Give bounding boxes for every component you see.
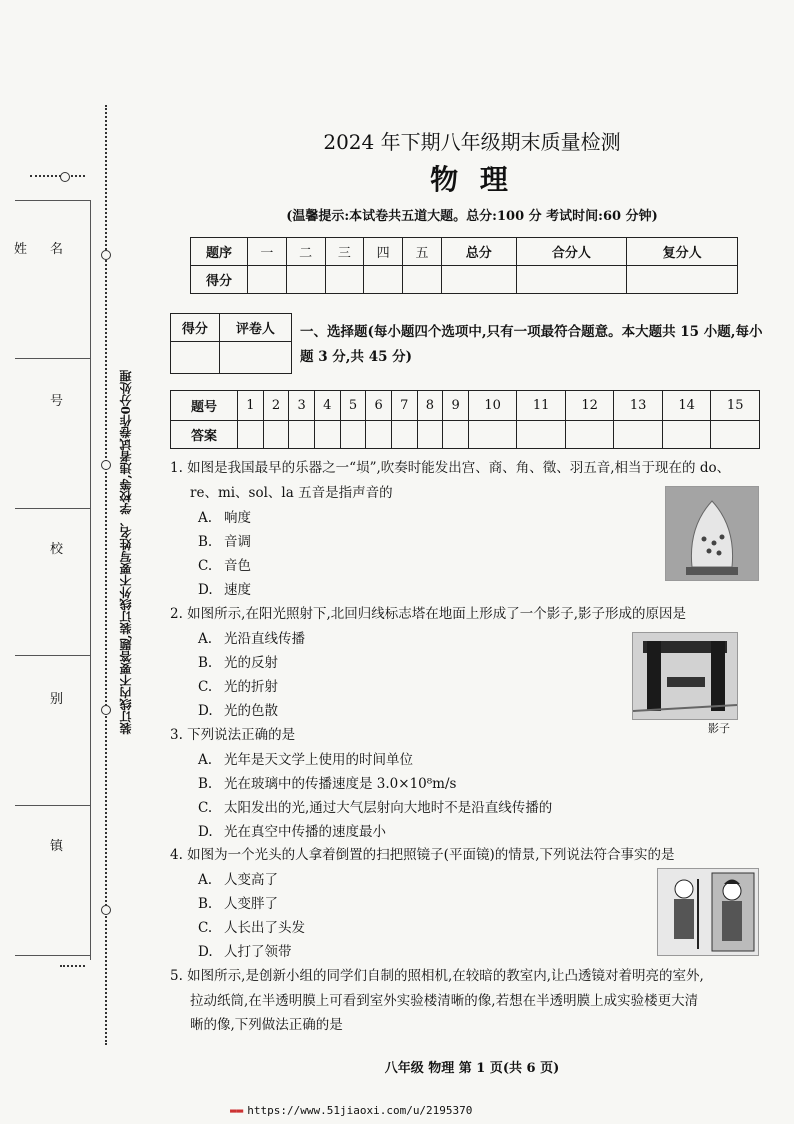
answer-table <box>170 390 760 449</box>
score-table-header: 四 <box>364 238 403 266</box>
strip-divider <box>15 805 90 806</box>
question-1-option-d[interactable]: D. 速度 <box>198 582 251 598</box>
answer-number: 11 <box>517 391 566 421</box>
strip-divider <box>15 655 90 656</box>
binding-hole-icon <box>101 250 111 260</box>
question-3-option-c[interactable]: C. 太阳发出的光,通过大气层射向大地时不是沿直线传播的 <box>198 800 553 816</box>
question-4-stem: 4. 如图为一个光头的人拿着倒置的扫把照镜子(平面镜)的情景,下列说法符合事实的是 <box>170 847 675 863</box>
score-cell[interactable] <box>364 266 403 294</box>
grader-box <box>170 313 292 374</box>
answer-cell[interactable] <box>289 421 315 449</box>
answer-cell[interactable] <box>366 421 392 449</box>
strip-border <box>90 200 91 960</box>
grader-score-label: 得分 <box>171 314 220 342</box>
answer-number: 7 <box>391 391 417 421</box>
answer-number: 15 <box>711 391 760 421</box>
question-4-option-d[interactable]: D. 人打了领带 <box>198 944 292 960</box>
score-cell[interactable] <box>248 266 287 294</box>
strip-divider <box>15 955 90 956</box>
answer-cell[interactable] <box>565 421 614 449</box>
watermark-icon: ▬▬ <box>230 1104 244 1117</box>
answer-cell[interactable] <box>417 421 443 449</box>
score-cell[interactable] <box>325 266 364 294</box>
binding-hole-icon <box>101 705 111 715</box>
score-cell[interactable] <box>286 266 325 294</box>
score-table <box>190 237 738 294</box>
shadow-label: 影子 <box>708 722 730 735</box>
subject-title: 物 理 <box>430 163 514 196</box>
question-2-option-d[interactable]: D. 光的色散 <box>198 703 278 719</box>
tower-shadow-icon <box>633 633 737 719</box>
answer-number: 14 <box>662 391 711 421</box>
score-cell[interactable] <box>403 266 442 294</box>
score-cell[interactable] <box>516 266 627 294</box>
question-2-stem: 2. 如图所示,在阳光照射下,北回归线标志塔在地面上形成了一个影子,影子形成的原因是 <box>170 606 687 622</box>
score-table-header: 复分人 <box>627 238 738 266</box>
strip-label-town: 镇 <box>50 839 64 854</box>
answer-cell[interactable] <box>443 421 469 449</box>
answer-number: 3 <box>289 391 315 421</box>
source-url: ▬▬ https://www.51jiaoxi.com/u/2195370 <box>230 1104 473 1117</box>
answer-number: 12 <box>565 391 614 421</box>
xun-instrument-icon <box>666 487 758 580</box>
binding-hole-icon <box>101 905 111 915</box>
answer-cell[interactable] <box>614 421 663 449</box>
strip-divider <box>15 200 90 201</box>
score-table-header: 二 <box>286 238 325 266</box>
question-3-option-d[interactable]: D. 光在真空中传播的速度最小 <box>198 824 386 840</box>
grader-name-cell[interactable] <box>219 342 291 374</box>
strip-label-name: 名 <box>50 242 64 257</box>
question-3-option-b[interactable]: B. 光在玻璃中的传播速度是 3.0×10⁸m/s <box>198 776 457 792</box>
question-2-option-b[interactable]: B. 光的反射 <box>198 655 278 671</box>
section-heading-cont: 题 3 分,共 45 分) <box>300 349 413 365</box>
question-3-stem: 3. 下列说法正确的是 <box>170 727 296 743</box>
question-1-option-b[interactable]: B. 音调 <box>198 534 251 550</box>
binding-dotted-line <box>105 105 107 1045</box>
page-footer: 八年级 物理 第 1 页(共 6 页) <box>384 1061 560 1076</box>
grader-score-cell[interactable] <box>171 342 220 374</box>
score-cell[interactable] <box>627 266 738 294</box>
binding-note: 装订线内不要答题,装订线外不要写姓名、学校等,违者试卷作0分处理 <box>119 370 133 735</box>
question-1-option-c[interactable]: C. 音色 <box>198 558 251 574</box>
score-table-header: 合分人 <box>516 238 627 266</box>
question-2-option-a[interactable]: A. 光沿直线传播 <box>198 631 305 647</box>
answer-number: 13 <box>614 391 663 421</box>
answer-number: 8 <box>417 391 443 421</box>
strip-partial-char: 姓 <box>14 242 28 257</box>
question-5-stem: 5. 如图所示,是创新小组的同学们自制的照相机,在较暗的教室内,让凸透镜对着明亮的室外, <box>170 968 704 984</box>
question-5-stem-cont: 拉动纸筒,在半透明膜上可看到室外实验楼清晰的像,若想在半透明膜上成实验楼更大清 <box>190 993 699 1009</box>
score-cell[interactable] <box>441 266 516 294</box>
tower-shadow-image <box>632 632 738 720</box>
binding-hole-icon <box>101 460 111 470</box>
answer-number: 6 <box>366 391 392 421</box>
score-table-header: 总分 <box>441 238 516 266</box>
xun-instrument-image <box>665 486 759 581</box>
question-4-option-c[interactable]: C. 人长出了头发 <box>198 920 305 936</box>
answer-number: 9 <box>443 391 469 421</box>
answer-number: 2 <box>263 391 289 421</box>
question-4-option-a[interactable]: A. 人变高了 <box>198 872 278 888</box>
score-table-header: 一 <box>248 238 287 266</box>
question-1-stem: 1. 如图是我国最早的乐器之一“埙”,吹奏时能发出宫、商、角、徵、羽五音,相当于现在的 do、 <box>170 460 731 476</box>
answer-cell[interactable] <box>391 421 417 449</box>
exam-notice: (温馨提示:本试卷共五道大题。总分:100 分 考试时间:60 分钟) <box>286 209 658 224</box>
strip-divider <box>15 358 90 359</box>
question-2-option-c[interactable]: C. 光的折射 <box>198 679 278 695</box>
answer-number: 1 <box>238 391 264 421</box>
score-table-header: 三 <box>325 238 364 266</box>
answer-cell[interactable] <box>711 421 760 449</box>
question-3-option-a[interactable]: A. 光年是天文学上使用的时间单位 <box>198 752 413 768</box>
strip-divider <box>15 508 90 509</box>
mirror-cartoon-icon <box>658 869 758 955</box>
exam-title: 2024 年下期八年级期末质量检测 <box>323 130 621 154</box>
answer-number: 4 <box>314 391 340 421</box>
answer-cell[interactable] <box>662 421 711 449</box>
answer-cell[interactable] <box>314 421 340 449</box>
answer-header-label: 题号 <box>171 391 238 421</box>
strip-label-number: 号 <box>50 394 64 409</box>
answer-cell[interactable] <box>468 421 517 449</box>
answer-cell[interactable] <box>517 421 566 449</box>
score-row-label: 得分 <box>191 266 248 294</box>
answer-cell[interactable] <box>263 421 289 449</box>
answer-number: 5 <box>340 391 366 421</box>
answer-number: 10 <box>468 391 517 421</box>
question-4-option-b[interactable]: B. 人变胖了 <box>198 896 278 912</box>
score-table-header: 题序 <box>191 238 248 266</box>
bottom-dotted-line <box>60 965 85 967</box>
question-5-stem-cont2: 晰的像,下列做法正确的是 <box>190 1017 343 1033</box>
strip-label-class: 别 <box>50 692 64 707</box>
question-1-stem-cont: re、mi、sol、la 五音是指声音的 <box>190 485 393 501</box>
mirror-cartoon-image <box>657 868 759 956</box>
question-1-option-a[interactable]: A. 响度 <box>198 510 251 526</box>
section-heading: 一、选择题(每小题四个选项中,只有一项最符合题意。本大题共 15 小题,每小 <box>300 324 763 340</box>
answer-row-label: 答案 <box>171 421 238 449</box>
answer-cell[interactable] <box>238 421 264 449</box>
grader-name-label: 评卷人 <box>219 314 291 342</box>
score-table-header: 五 <box>403 238 442 266</box>
answer-cell[interactable] <box>340 421 366 449</box>
strip-label-school: 校 <box>50 542 64 557</box>
